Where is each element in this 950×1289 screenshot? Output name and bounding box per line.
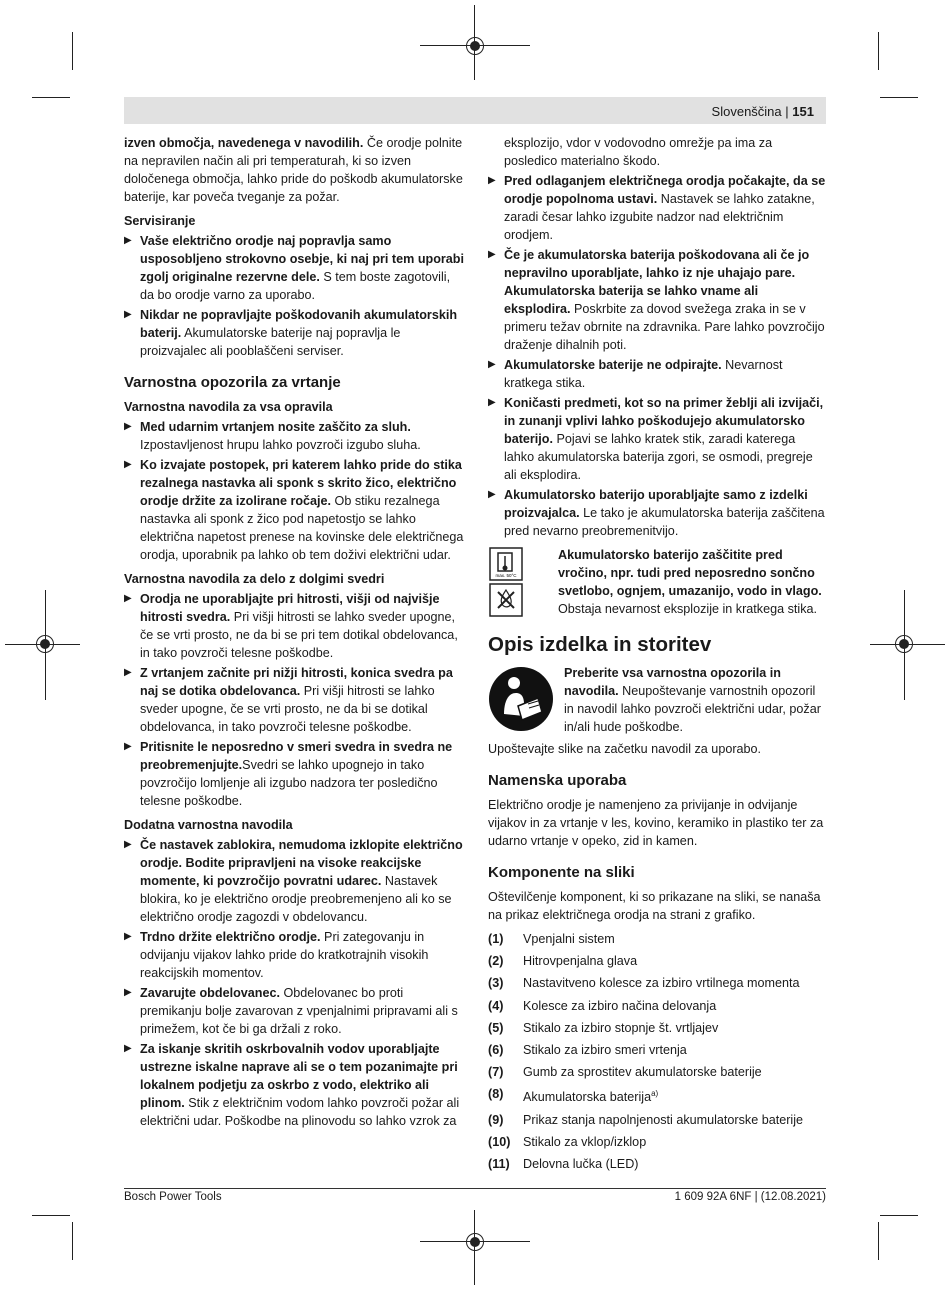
footnote-marker: a) [651,1089,659,1099]
page-number: 151 [792,104,814,119]
heat-and-water-warning-icon [488,546,524,618]
warning-icons [488,546,524,623]
list-item: (11) Delovna lučka (LED) [488,1157,639,1172]
list-item: (7) Gumb za sprostitev akumulatorske baterije [488,1065,762,1080]
list-item: (4) Kolesce za izbiro načina delovanja [488,998,717,1013]
bullet-triangle-icon: ▶ [124,667,132,678]
bullet-triangle-icon: ▶ [124,593,132,604]
list-item: ▶ Ko izvajate postopek, pri katerem lahko pride do stika rezalnega nastavka ali sponk s skrito žico, električno orodje držite za izolirane ročaje. Ob stiku rezalnega nastavka ali sponk z žico pod napetostjo se lahko električna napetost prenese na kovinske dele električnega orodja, uporabnik pa lahko ob tem doživi električni udar. [124,458,464,562]
list-item: ▶ Pred odlaganjem električnega orodja počakajte, da se orodje popolnoma ustavi. Nastavek se lahko zatakne, zaradi česar lahko izgubite nadzor nad električnim orodjem. [488,174,826,242]
long-bits-heading: Varnostna navodila za delo z dolgimi svedri [124,572,385,586]
list-item: ▶ Vaše električno orodje naj popravlja samo usposobljeno strokovno osebje, ki naj pri tem uporabi zgolj originalne rezervne dele. S tem boste zagotovili, da bo orodje varno za uporabo. [124,234,464,302]
servicing-heading: Servisiranje [124,214,196,228]
additional-heading: Dodatna varnostna navodila [124,818,293,832]
footer-docnumber: 1 609 92A 6NF | (12.08.2021) [674,1191,826,1203]
bullet-triangle-icon: ▶ [124,987,132,998]
bullet-triangle-icon: ▶ [488,175,496,186]
footer-brand: Bosch Power Tools [124,1191,222,1203]
battery-warning-text: Akumulatorsko baterijo zaščitite pred vročino, npr. tudi pred neposredno sončno svetlobo, ognjem, umazanijo, vodo in vlago. Obstaja nevarnost eksplozije in kratkega stika. [558,548,822,616]
intro-paragraph: izven območja, navedenega v navodilih. Če orodje polnite na nepravilen način ali pri temperaturah, ki so izven določenega območja, lahko pride do poškodb akumulatorske baterije, kar poveča tveganje za požar. [124,136,463,204]
list-item: ▶ Akumulatorske baterije ne odpirajte. Nevarnost kratkega stika. [488,358,783,390]
crop-mark [32,1215,70,1216]
list-item: (3) Nastavitveno kolesce za izbiro vrtilnega momenta [488,976,800,991]
bullet-triangle-icon: ▶ [124,235,132,246]
crop-mark [878,1222,879,1260]
list-item: ▶ Za iskanje skritih oskrbovalnih vodov uporabljajte ustrezne iskalne naprave ali se o tem pozanimajte pri lokalnem podjetju za oskrbo z vodo, elektriko ali plinom. Stik z električnim vodom lahko povzroči požar ali električni udar. Poškodbe na plinovodu so lahko vzrok za [124,1042,460,1128]
bullet-triangle-icon: ▶ [488,397,496,408]
list-item: ▶ Nikdar ne popravljajte poškodovanih akumulatorskih baterij. Akumulatorske baterije naj popravlja le proizvajalec ali pooblaščeni serviser. [124,308,458,358]
list-item: (9) Prikaz stanja napolnjenosti akumulatorske baterije [488,1112,804,1127]
list-item: ▶ Trdno držite električno orodje. Pri zategovanju in odvijanju vijakov lahko pride do kratkotrajnih visokih reakcijskih momentov. [124,930,429,980]
crop-mark [880,1215,918,1216]
bullet-triangle-icon: ▶ [124,309,132,320]
registration-mark-icon [895,635,913,653]
list-item: ▶ Med udarnim vrtanjem nosite zaščito za sluh. Izpostavljenost hrupu lahko povzroči izgubo sluha. [124,420,421,452]
list-item: ▶ Orodja ne uporabljajte pri hitrosti, višji od najvišje hitrosti svedra. Pri višji hitrosti se lahko sveder upogne, če se vrti prosto, ne da bi se pri tem dotikal obdelovanca, in tako povzroči telesne poškodbe. [124,592,458,660]
drilling-heading: Varnostna opozorila za vrtanje [124,374,341,391]
read-instructions-notice [488,664,826,736]
crop-mark [32,97,70,98]
crop-mark [880,97,918,98]
crop-mark [72,32,73,70]
all-ops-heading: Varnostna navodila za vsa opravila [124,400,333,414]
list-item: ▶ Akumulatorsko baterijo uporabljajte samo z izdelki proizvajalca. Le tako je akumulatorska baterija zaščitena pred nevarno preobremenitvijo. [488,488,825,538]
bullet-triangle-icon: ▶ [124,741,132,752]
list-item: (1) Vpenjalni sistem [488,932,615,946]
components-intro: Oštevilčenje komponent, ki so prikazane na sliki, se nanaša na prikaz električnega orodja na strani z grafiko. [488,890,821,922]
list-item: ▶ Zavarujte obdelovanec. Obdelovanec bo proti premikanju bolje zavarovan z vpenjalnimi pripravami ali s primežem, kot če bi ga držali z roko. [124,986,458,1036]
bullet-triangle-icon: ▶ [124,421,132,432]
list-item: (5) Stikalo za izbiro stopnje št. vrtljajev [488,1020,719,1035]
bullet-triangle-icon: ▶ [124,459,132,470]
registration-mark-icon [466,37,484,55]
header-separator: | [785,104,789,119]
figures-note: Upoštevajte slike na začetku navodil za uporabo. [488,742,762,756]
bullet-triangle-icon: ▶ [488,359,496,370]
intended-use-heading: Namenska uporaba [488,772,627,789]
bullet-triangle-icon: ▶ [488,249,496,260]
continuation-text: eksplozijo, vdor v vodovodno omrežje pa ima za posledico materialno škodo. [504,136,773,168]
page-header [712,104,814,119]
product-description-heading: Opis izdelka in storitev [488,633,712,656]
bullet-triangle-icon: ▶ [488,489,496,500]
list-item: (8) Akumulatorska baterija$^{a)}$ [488,1087,659,1105]
left-column [124,134,466,1132]
registration-mark-icon [466,1233,484,1251]
list-item: ▶ Če je akumulatorska baterija poškodovana ali če jo nepravilno uporabljate, lahko iz nje uhajajo pare. Akumulatorska baterija se lahko vname ali eksplodira. Poskrbite za dovod svežega zraka in se v primeru težav obrnite na zdravnika. Pare lahko povzročijo draženje dihalnih poti. [488,248,825,352]
list-item: ▶ Pritisnite le neposredno v smeri svedra in svedra ne preobremenjujte.Svedri se lahko upognejo in tako povzročijo lomljenje ali izgubo nadzora ter posledično telesne poškodbe. [124,740,453,808]
registration-mark-icon [36,635,54,653]
list-item: (10) Stikalo za vklop/izklop [488,1135,647,1150]
list-item: ▶ Če nastavek zablokira, nemudoma izklopite električno orodje. Bodite pripravljeni na visoke reakcijske momente, ki povzročijo povratni udarec. Nastavek blokira, ko je električno orodje preobremenjeno ali ko se električno orodje zagozdi v obdelovancu. [124,838,463,924]
intended-use-text: Električno orodje je namenjeno za privijanje in odvijanje vijakov in za vrtanje v les, kovino, keramiko in plastiko ter za udarno vrtanje v opeko, zid in kamen. [488,798,824,848]
list-item: (6) Stikalo za izbiro smeri vrtenja [488,1043,687,1058]
crop-mark [878,32,879,70]
bullet-triangle-icon: ▶ [124,931,132,942]
right-column [488,134,826,1175]
heat-icon-label: max. 50°C [495,573,517,578]
read-instructions-text: Preberite vsa varnostna opozorila in navodila. Neupoštevanje varnostnih opozoril in navodil lahko povzroči električni udar, požar in/ali hude poškodbe. [564,666,821,734]
components-heading: Komponente na sliki [488,864,635,881]
bullet-triangle-icon: ▶ [124,1043,132,1054]
read-manual-icon [488,666,554,732]
footer-rule [124,1188,826,1189]
list-item: ▶ Z vrtanjem začnite pri nižji hitrosti, konica svedra pa naj se dotika obdelovanca. Pri višji hitrosti se lahko sveder upogne, če se vrti prosto, ne da bi se dotikal obdelovanca, in tako povzroči telesne poškodbe. [124,666,453,734]
bullet-triangle-icon: ▶ [124,839,132,850]
header-language: Slovenščina [711,104,782,119]
crop-mark [72,1222,73,1260]
list-item: ▶ Koničasti predmeti, kot so na primer žeblji ali izvijači, in zunanji vplivi lahko poškodujejo akumulatorsko baterijo. Pojavi se lahko kratek stik, zaradi katerega lahko akumulatorska baterija zgori, se osmodi, pregreje ali eksplodira. [488,396,824,482]
components-list [488,928,826,1175]
list-item: (2) Hitrovpenjalna glava [488,954,638,969]
battery-warning [488,546,826,618]
